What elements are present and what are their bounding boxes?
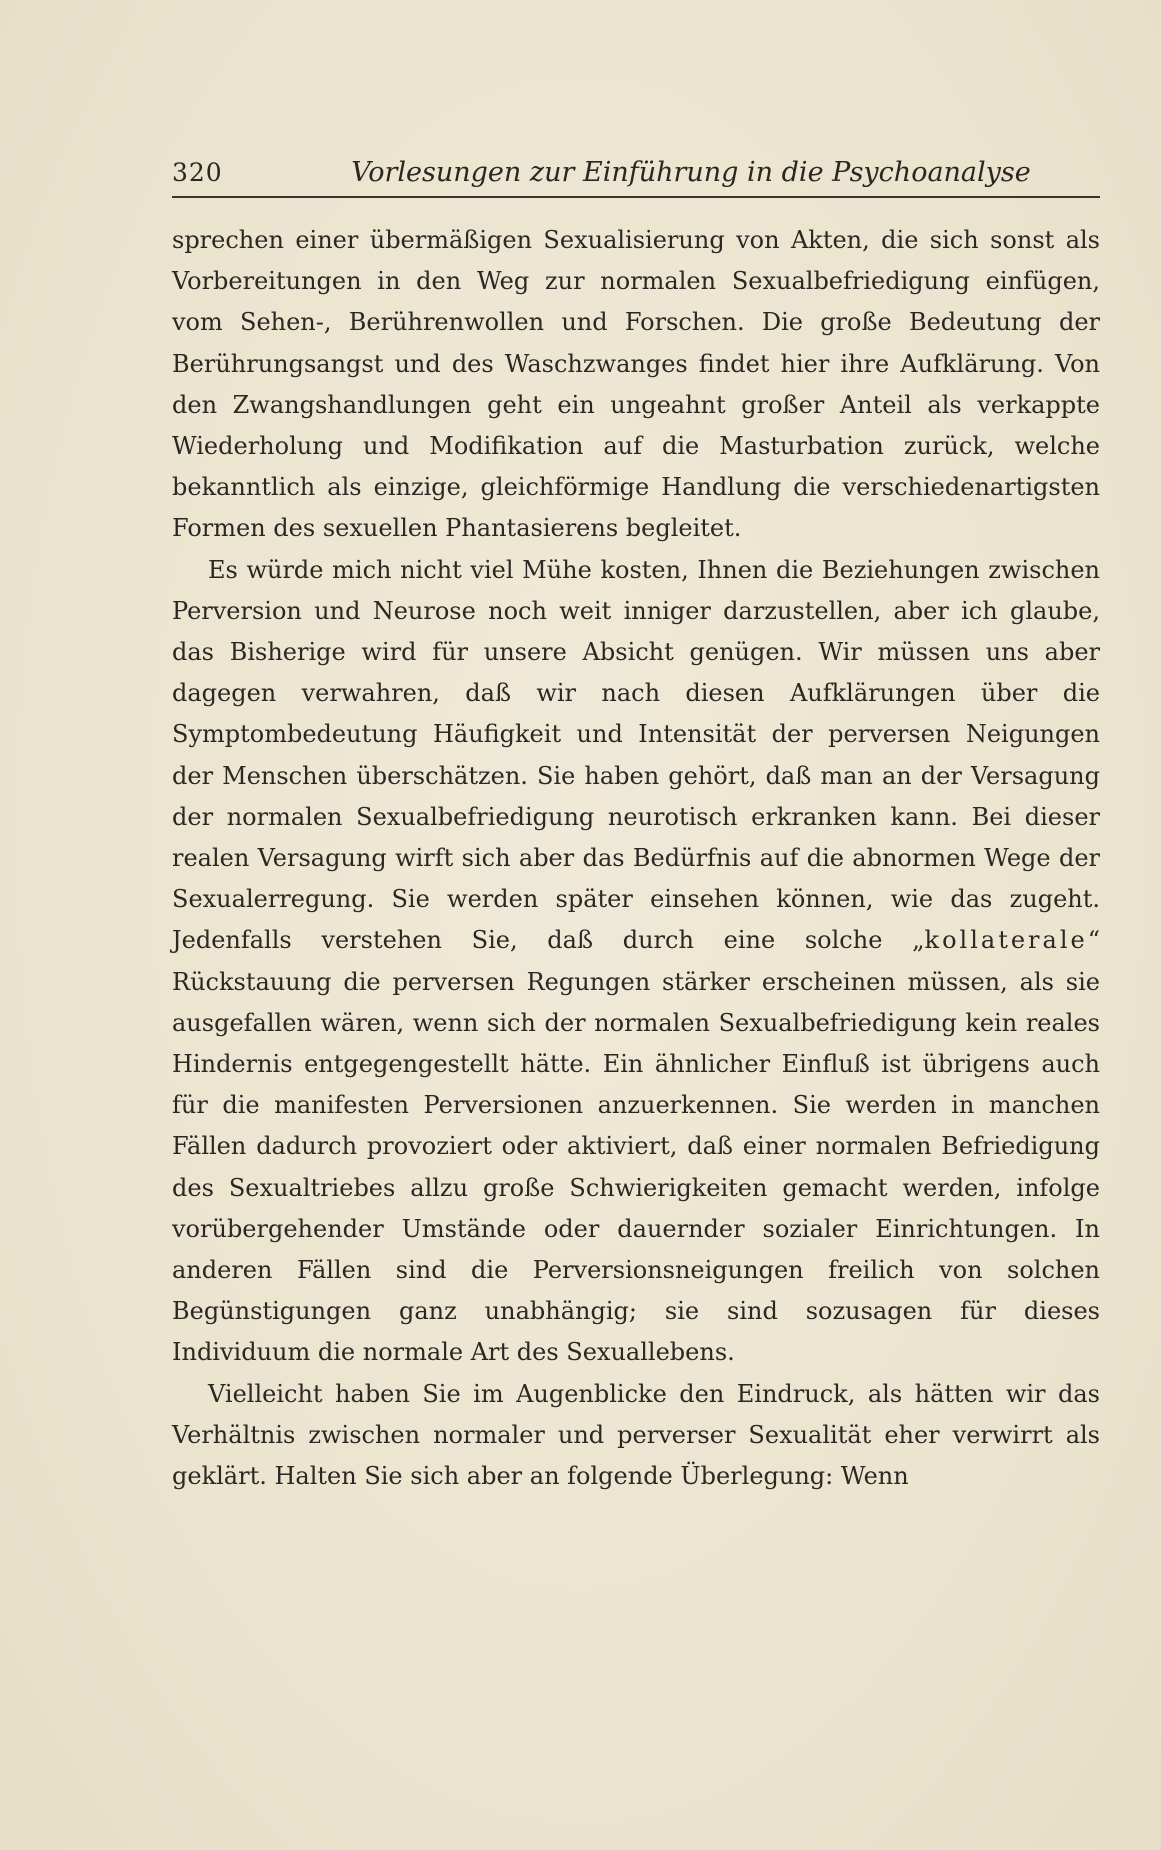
paragraph-text: “ Rückstauung die perversen Regungen stärker erscheinen müssen, als sie ausgefallen wären, wenn sich der normalen Sexualbefriedigung kein reales Hindernis entgegengestellt hätte. Ein ähnlicher Einfluß ist übrigens auch für die manifesten Perversionen anzuerkennen. Sie werden in manchen Fällen dadurch provoziert oder aktiviert, daß einer normalen Befriedigung des Sexualtriebes allzu große Schwierigkeiten gemacht werden, infolge vorübergehender Umstände oder dauernder sozialer Einrichtungen. In anderen Fällen sind die Perversionsneigungen freilich von solchen Begünstigungen ganz unabhängig; sie sind sozusagen für dieses Individuum die normale Art des Sexuallebens. [172, 926, 1100, 1367]
paragraph [172, 550, 1100, 1374]
body-text [172, 220, 1100, 1497]
paragraph: Vielleicht haben Sie im Augenblicke den Eindruck, als hätten wir das Verhältnis zwischen normaler und perverser Sexualität eher verwirrt als geklärt. Halten Sie sich aber an folgende Überlegung: Wenn [172, 1379, 1100, 1491]
running-header [172, 156, 1100, 196]
running-title: Vorlesungen zur Einführung in die Psychoanalyse [351, 157, 1031, 188]
page-number: 320 [172, 158, 223, 187]
paragraph-continued: sprechen einer übermäßigen Sexualisierung von Akten, die sich sonst als Vorbereitungen in den Weg zur normalen Sexualbefriedigung einfügen, vom Sehen-, Berührenwollen und Forschen. Die große Bedeutung der Berührungsangst und des Waschzwanges findet hier ihre Aufklärung. Von den Zwangshandlungen geht ein ungeahnt großer Anteil als verkappte Wiederholung und Modifikation auf die Masturbation zurück, welche bekanntlich als einzige, gleichförmige Handlung die verschiedenartigsten Formen des sexuellen Phantasierens begleitet. [172, 226, 1100, 543]
header-rule [172, 196, 1100, 198]
paragraph-text: Es würde mich nicht viel Mühe kosten, Ihnen die Beziehungen zwischen Perversion und Neurose noch weit inniger darzustellen, aber ich glaube, das Bisherige wird für unsere Absicht genügen. Wir müssen uns aber dagegen verwahren, daß wir nach diesen Aufklärungen über die Symptombedeutung Häufigkeit und Intensität der perversen Neigungen der Menschen überschätzen. Sie haben gehört, daß man an der Versagung der normalen Sexualbefriedigung neurotisch erkranken kann. Bei dieser realen Versagung wirft sich aber das Bedürfnis auf die abnormen Wege der Sexualerregung. Sie werden später einsehen können, wie das zugeht. Jedenfalls verstehen Sie, daß durch eine solche „ [172, 555, 1100, 955]
emphasized-word: kollaterale [924, 926, 1088, 955]
